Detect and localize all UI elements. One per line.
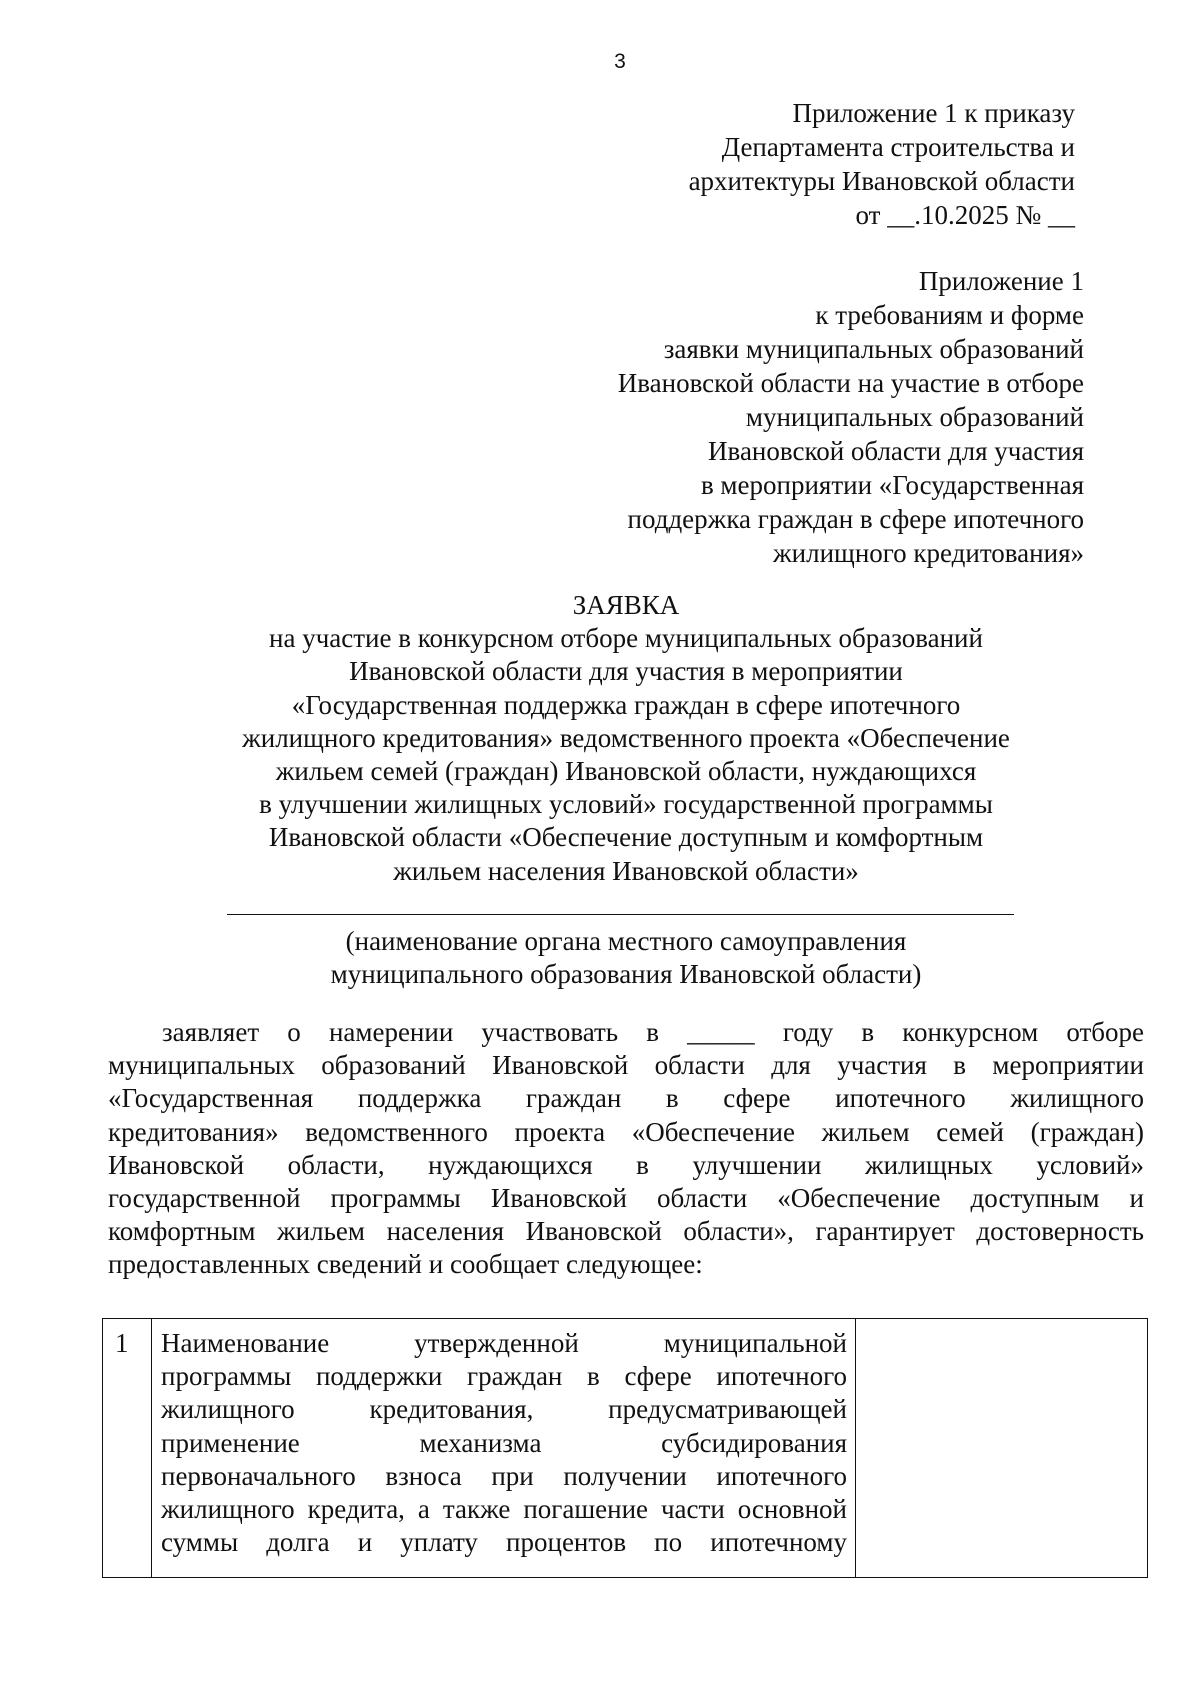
application-subtitle-line: жилищного кредитования» ведомственного проекта «Обеспечение <box>242 722 1010 753</box>
statement-line: государственной программы Ивановской области «Обеспечение доступным и <box>108 1183 1144 1214</box>
appendix-requirements-header <box>618 264 1084 570</box>
statement-line: Ивановской области, нуждающихся в улучшении жилищных условий» <box>108 1149 1144 1180</box>
statement-line: комфортным жильем населения Ивановской области», гарантирует достоверность <box>108 1216 1144 1247</box>
table-row-description-line: жилищного кредита, а также погашение части основной <box>161 1494 847 1525</box>
appendix-order-header <box>689 96 1075 232</box>
table-row-description-line: жилищного кредитования, предусматривающей <box>161 1394 847 1425</box>
table-row-description-line: программы поддержки граждан в сфере ипотечного <box>161 1361 847 1392</box>
table-row-number: 1 <box>115 1328 129 1358</box>
table-row-description-line: применение механизма субсидирования <box>161 1427 847 1458</box>
table-row-description-line: Наименование утвержденной муниципальной <box>161 1328 847 1358</box>
application-subtitle-line: Ивановской области «Обеспечение доступным и комфортным <box>268 822 984 853</box>
table-column-divider <box>151 1319 152 1577</box>
application-form-table <box>102 1318 1148 1578</box>
table-row-value-cell[interactable] <box>857 1319 1147 1577</box>
application-subtitle-line: жильем семей (граждан) Ивановской области, нуждающихся <box>275 756 977 787</box>
table-column-divider <box>855 1319 856 1577</box>
appendix-requirements-line: жилищного кредитования» <box>773 538 1084 568</box>
appendix-order-line: Департамента строительства и <box>721 132 1075 162</box>
statement-line: кредитования» ведомственного проекта «Обеспечение жильем семей (граждан) <box>108 1116 1144 1147</box>
application-subtitle-line: «Государственная поддержка граждан в сфере ипотечного <box>291 689 961 720</box>
appendix-requirements-line: к требованиям и форме <box>815 300 1084 330</box>
appendix-requirements-line: в мероприятии «Государственная <box>700 470 1084 500</box>
appendix-requirements-line: заявки муниципальных образований <box>663 334 1084 364</box>
appendix-requirements-line: Приложение 1 <box>918 266 1084 296</box>
fill-caption-line: (наименование органа местного самоуправления <box>345 926 907 956</box>
table-row-description <box>161 1327 847 1559</box>
appendix-requirements-line: Ивановской области для участия <box>708 436 1084 466</box>
application-subtitle-line: жильем населения Ивановской области» <box>393 855 859 886</box>
appendix-requirements-line: поддержка граждан в сфере ипотечного <box>627 504 1084 534</box>
table-row-description-line: суммы долга и уплату процентов по ипотечному <box>161 1527 847 1558</box>
statement-line: «Государственная поддержка граждан в сфере ипотечного жилищного <box>108 1083 1144 1114</box>
table-row-description-line: первоначального взноса при получении ипотечного <box>161 1460 847 1491</box>
appendix-requirements-line: муниципальных образований <box>745 402 1084 432</box>
statement-line: предоставленных сведений и сообщает следующее: <box>108 1249 703 1280</box>
statement-line: заявляет о намерении участвовать в _____ году в конкурсном отборе <box>162 1017 1144 1047</box>
application-subtitle-line: в улучшении жилищных условий» государственной программы <box>259 789 993 820</box>
page-number: 3 <box>614 50 626 73</box>
application-subtitle-line: Ивановской области для участия в мероприятии <box>349 656 903 687</box>
appendix-order-line: Приложение 1 к приказу <box>792 98 1075 128</box>
fill-caption-line: муниципального образования Ивановской области) <box>330 959 922 990</box>
authority-name-fill-line[interactable] <box>227 914 1014 915</box>
application-subtitle-line: на участие в конкурсном отборе муниципальных образований <box>269 623 983 654</box>
statement-line: муниципальных образований Ивановской области для участия в мероприятии <box>108 1050 1144 1081</box>
fill-caption <box>108 925 1144 991</box>
statement-paragraph <box>108 1016 1144 1282</box>
appendix-requirements-line: Ивановской области на участие в отборе <box>617 368 1084 398</box>
application-title: ЗАЯВКА <box>572 590 680 620</box>
appendix-order-line: архитектуры Ивановской области <box>688 166 1075 196</box>
application-title-block <box>108 589 1144 888</box>
appendix-order-line: от __.10.2025 № __ <box>855 200 1075 230</box>
